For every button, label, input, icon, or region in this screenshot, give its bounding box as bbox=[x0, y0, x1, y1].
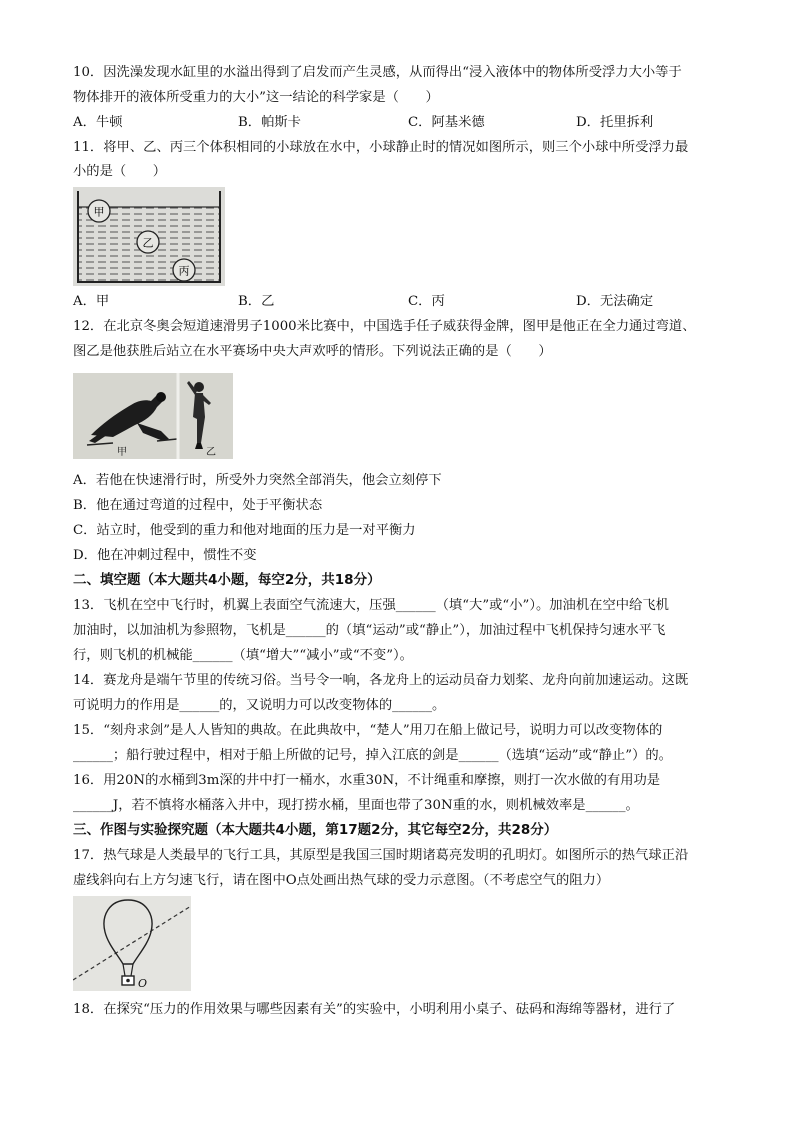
q16-line-1: 16．用20N的水桶到3m深的井中打一桶水，水重30N，不计绳重和摩擦，则打一次水做的有用功是 bbox=[73, 773, 661, 788]
ball-jia bbox=[88, 200, 110, 222]
q10-line-2: 物体排开的液体所受重力的大小”这一结论的科学家是（ ） bbox=[73, 90, 439, 105]
q12-option-a[interactable]: A．若他在快速滑行时，所受外力突然全部消失，他会立刻停下 bbox=[73, 473, 442, 488]
q11-option-d[interactable]: D．无法确定 bbox=[576, 294, 654, 309]
ball-yi bbox=[137, 231, 159, 253]
q10-option-d[interactable]: D．托里拆利 bbox=[576, 115, 654, 130]
q17-line-1: 17．热气球是人类最早的飞行工具，其原型是我国三国时期诸葛亮发明的孔明灯。如图所示的热气球正沿 bbox=[73, 848, 689, 863]
q12-figure-skater-photos bbox=[73, 373, 233, 459]
q10-option-a[interactable]: A．牛顿 bbox=[73, 115, 123, 130]
ball-bing bbox=[173, 259, 195, 281]
q13-line-1: 13．飞机在空中飞行时，机翼上表面空气流速大，压强______（填“大”或“小”）。加油机在空中给飞机 bbox=[73, 598, 669, 613]
q15-line-2: ______；船行驶过程中，相对于船上所做的记号，掉入江底的剑是______（选填“运动”或“静止”）的。 bbox=[73, 748, 672, 763]
q10-option-c[interactable]: C．阿基米德 bbox=[408, 115, 485, 130]
point-o bbox=[126, 979, 130, 983]
q11-figure-water-tank bbox=[73, 187, 225, 286]
ball-yi-label: 乙 bbox=[142, 236, 154, 250]
q18-line-1: 18．在探究“压力的作用效果与哪些因素有关”的实验中，小明利用小桌子、砝码和海绵等器材，进行了 bbox=[73, 1002, 676, 1017]
q11-option-c[interactable]: C．丙 bbox=[408, 294, 445, 309]
q11-option-a[interactable]: A．甲 bbox=[73, 294, 110, 309]
q17-line-2: 虚线斜向右上方匀速飞行，请在图中O点处画出热气球的受力示意图。（不考虑空气的阻力） bbox=[73, 873, 610, 888]
section-3-heading: 三、作图与实验探究题（本大题共4小题，第17题2分，其它每空2分，共28分） bbox=[73, 822, 558, 838]
ball-jia-label: 甲 bbox=[93, 205, 105, 219]
q14-line-2: 可说明力的作用是______的，又说明力可以改变物体的______。 bbox=[73, 698, 446, 713]
photo-label-yi: 乙 bbox=[206, 447, 216, 458]
q10-option-b[interactable]: B．帕斯卡 bbox=[238, 115, 301, 130]
q12-option-c[interactable]: C．站立时，他受到的重力和他对地面的压力是一对平衡力 bbox=[73, 523, 416, 538]
ball-bing-label: 丙 bbox=[178, 264, 190, 278]
q11-option-b[interactable]: B．乙 bbox=[238, 294, 275, 309]
q12-option-d[interactable]: D．他在冲刺过程中，惯性不变 bbox=[73, 548, 257, 563]
q13-line-3: 行，则飞机的机械能______（填“增大”“减小”或“不变”）。 bbox=[73, 648, 413, 663]
photo-label-jia: 甲 bbox=[117, 447, 127, 458]
q12-option-b[interactable]: B．他在通过弯道的过程中，处于平衡状态 bbox=[73, 498, 323, 513]
q13-line-2: 加油时，以加油机为参照物，飞机是______的（填“运动”或“静止”），加油过程中飞机保持匀速水平飞 bbox=[73, 623, 666, 638]
q10-line-1: 10．因洗澡发现水缸里的水溢出得到了启发而产生灵感，从而得出“浸入液体中的物体所受浮力大小等于 bbox=[73, 65, 682, 80]
q12-line-1: 12．在北京冬奥会短道速滑男子1000米比赛中，中国选手任子威获得金牌，图甲是他正在全力通过弯道、 bbox=[73, 319, 696, 334]
q11-line-1: 11．将甲、乙、丙三个体积相同的小球放在水中，小球静止时的情况如图所示，则三个小球中所受浮力最 bbox=[73, 140, 689, 155]
point-o-label: O bbox=[138, 977, 148, 990]
q15-line-1: 15．“刻舟求剑”是人人皆知的典故。在此典故中，“楚人”用刀在船上做记号，说明力可以改变物体的 bbox=[73, 723, 663, 738]
q16-line-2: ______J，若不慎将水桶落入井中，现打捞水桶，里面也带了30N重的水，则机械效率是______。 bbox=[73, 798, 639, 813]
q12-line-2: 图乙是他获胜后站立在水平赛场中央大声欢呼的情形。下列说法正确的是（ ） bbox=[73, 344, 552, 359]
section-2-heading: 二、填空题（本大题共4小题，每空2分，共18分） bbox=[73, 572, 381, 588]
q11-line-2: 小的是（ ） bbox=[73, 164, 167, 179]
q17-figure-hot-air-balloon[interactable] bbox=[73, 896, 191, 991]
q14-line-1: 14．赛龙舟是端午节里的传统习俗。当号令一响，各龙舟上的运动员奋力划桨、龙舟向前加速运动。这既 bbox=[73, 673, 689, 688]
